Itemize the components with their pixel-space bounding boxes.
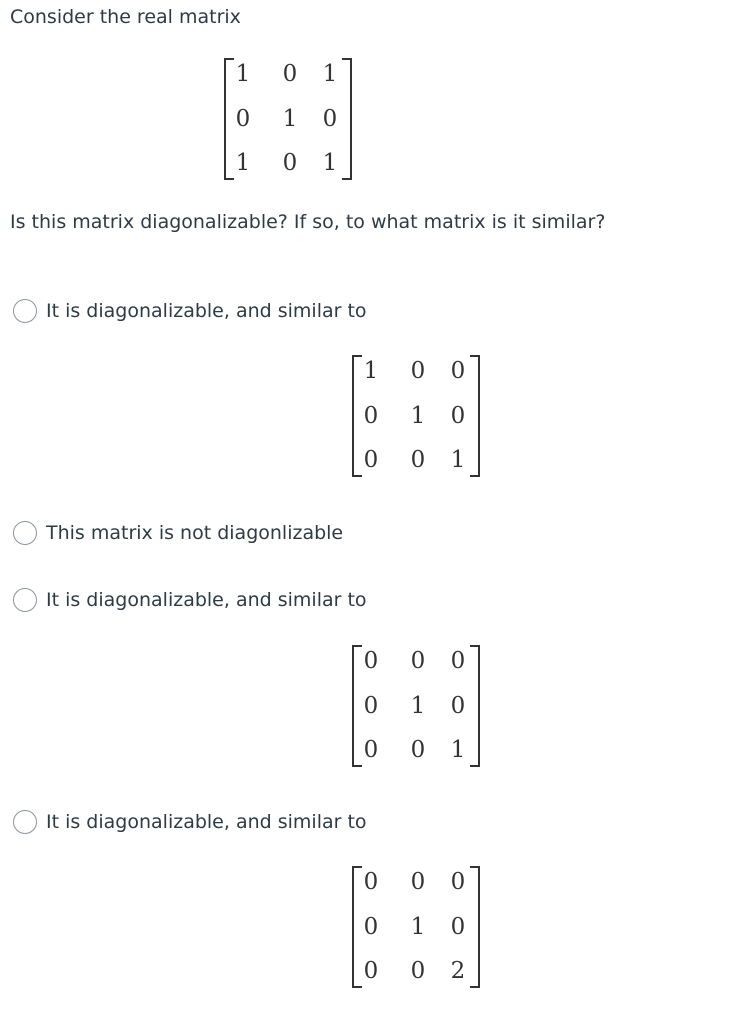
matrix-cell: 2 <box>450 958 466 984</box>
matrix-cell: 1 <box>322 61 338 87</box>
matrix-cell: 0 <box>410 447 426 473</box>
option-label[interactable]: It is diagonalizable, and similar to <box>46 589 367 611</box>
radio-button[interactable] <box>13 588 37 612</box>
matrix-cell: 0 <box>363 693 379 719</box>
question-matrix <box>224 58 352 186</box>
option-matrix <box>352 645 480 773</box>
matrix-cell: 0 <box>410 358 426 384</box>
matrix-cell: 0 <box>363 737 379 763</box>
matrix-cell: 1 <box>322 150 338 176</box>
option-matrix <box>352 355 480 483</box>
matrix-cell: 0 <box>363 447 379 473</box>
matrix-cell: 1 <box>450 737 466 763</box>
matrix-cell: 1 <box>282 106 298 132</box>
matrix-cell: 0 <box>235 106 251 132</box>
matrix-cell: 1 <box>363 358 379 384</box>
matrix-cell: 1 <box>410 403 426 429</box>
radio-button[interactable] <box>13 299 37 323</box>
radio-button[interactable] <box>13 810 37 834</box>
matrix-cell: 1 <box>410 914 426 940</box>
matrix-cell: 0 <box>410 648 426 674</box>
matrix-cell: 0 <box>282 150 298 176</box>
matrix-cell: 0 <box>450 648 466 674</box>
matrix-cell: 0 <box>322 106 338 132</box>
matrix-cell: 0 <box>282 61 298 87</box>
matrix-cell: 0 <box>450 693 466 719</box>
matrix-cell: 0 <box>363 648 379 674</box>
matrix-cell: 0 <box>450 358 466 384</box>
matrix-cell: 0 <box>450 869 466 895</box>
radio-button[interactable] <box>13 521 37 545</box>
matrix-cell: 1 <box>450 447 466 473</box>
matrix-cell: 0 <box>363 403 379 429</box>
matrix-cell: 1 <box>235 150 251 176</box>
matrix-cell: 0 <box>410 869 426 895</box>
matrix-cell: 0 <box>410 958 426 984</box>
matrix-cell: 0 <box>363 958 379 984</box>
matrix-cell: 0 <box>410 737 426 763</box>
matrix-cell: 0 <box>450 403 466 429</box>
matrix-cell: 0 <box>363 914 379 940</box>
matrix-cell: 0 <box>363 869 379 895</box>
matrix-cell: 1 <box>410 693 426 719</box>
option-matrix <box>352 866 480 994</box>
option-label[interactable]: This matrix is not diagonlizable <box>46 522 344 544</box>
matrix-cell: 1 <box>235 61 251 87</box>
question-prompt: Is this matrix diagonalizable? If so, to what matrix is it similar? <box>10 211 606 233</box>
question-intro: Consider the real matrix <box>10 6 241 28</box>
option-label[interactable]: It is diagonalizable, and similar to <box>46 300 367 322</box>
option-label[interactable]: It is diagonalizable, and similar to <box>46 811 367 833</box>
matrix-cell: 0 <box>450 914 466 940</box>
